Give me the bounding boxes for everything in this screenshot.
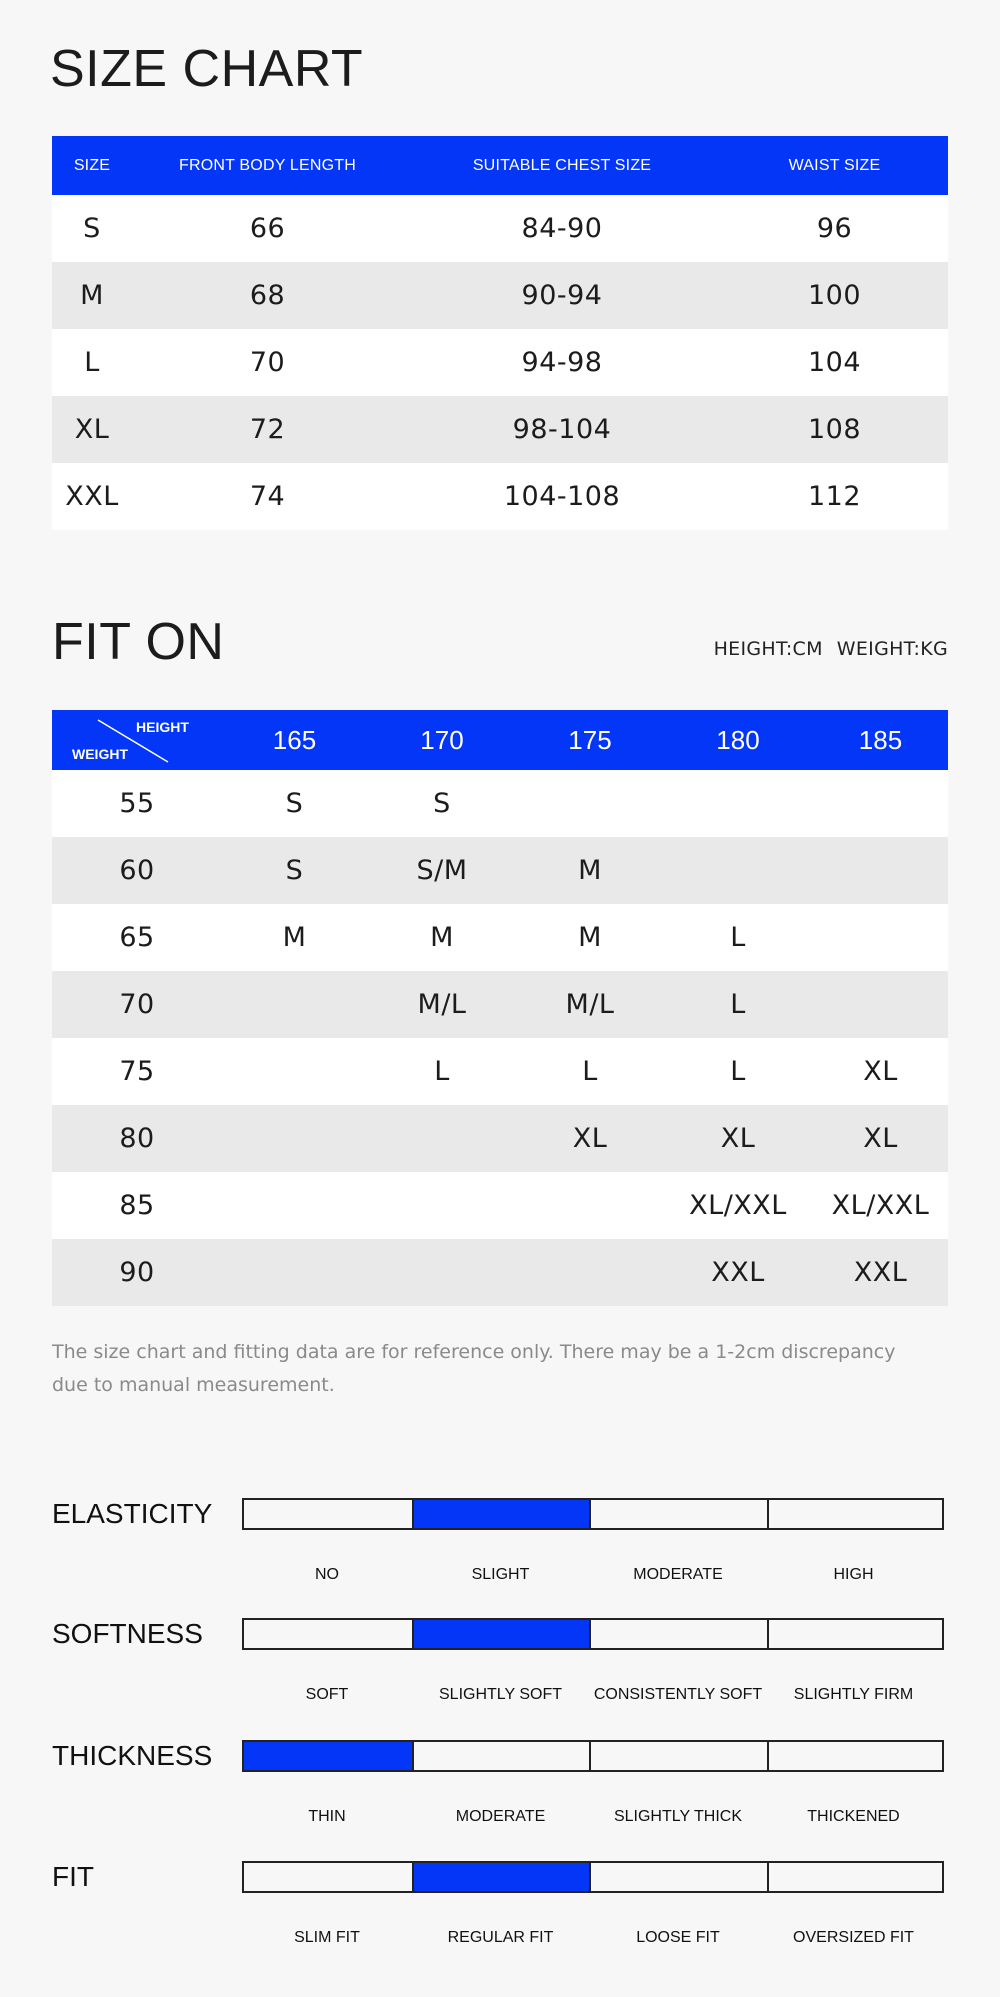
size-cell: M (367, 904, 517, 971)
scale-option-label: SLIGHTLY FIRM (793, 1686, 914, 1703)
cell-waist-size: 112 (721, 463, 948, 530)
scale-segment (769, 1500, 942, 1528)
size-cell: M/L (367, 971, 517, 1038)
scale-segment (769, 1620, 942, 1648)
size-cell: XL/XXL (813, 1172, 948, 1239)
scale-option-label: OVERSIZED FIT (793, 1929, 914, 1946)
header-suitable-chest-size: SUITABLE CHEST SIZE (403, 136, 721, 195)
table-row (52, 195, 948, 262)
height-header: 170 (367, 710, 517, 770)
scale-segment (591, 1742, 769, 1770)
size-cell: XL (517, 1105, 663, 1172)
size-cell: L (663, 971, 813, 1038)
size-chart-table (52, 136, 948, 530)
size-cell: XXL (813, 1239, 948, 1306)
scale-option-label: MODERATE (633, 1566, 723, 1583)
scale-segment-active (244, 1742, 414, 1770)
size-cell: L (367, 1038, 517, 1105)
size-cell: M (517, 837, 663, 904)
size-cell (517, 1172, 663, 1239)
size-cell (663, 770, 813, 837)
units-note (714, 638, 948, 660)
size-cell (663, 837, 813, 904)
size-cell: XXL (663, 1239, 813, 1306)
weight-unit: WEIGHT:KG (836, 638, 948, 660)
attribute-scale (242, 1498, 944, 1530)
cell-chest-size: 94-98 (403, 329, 721, 396)
size-cell: M (517, 904, 663, 971)
attribute-label: ELASTICITY (52, 1498, 213, 1529)
scale-labels (242, 1929, 944, 1947)
scale-option-label: NO (315, 1566, 339, 1583)
table-row (52, 770, 948, 837)
scale-segment-active (414, 1620, 591, 1648)
disclaimer-note: The size chart and fitting data are for reference only. There may be a 1-2cm discrepancy due to manual measurement. (52, 1341, 896, 1396)
cell-waist-size: 96 (721, 195, 948, 262)
cell-chest-size: 98-104 (403, 396, 721, 463)
attribute-softness (0, 1618, 1000, 1738)
table-row (52, 971, 948, 1038)
size-cell (813, 837, 948, 904)
scale-labels (242, 1686, 944, 1704)
attribute-thickness (0, 1740, 1000, 1860)
attribute-label: THICKNESS (52, 1740, 213, 1771)
height-header: 185 (813, 710, 948, 770)
cell-front-body-length: 68 (132, 262, 403, 329)
size-cell: M (222, 904, 367, 971)
weight-cell: 80 (52, 1105, 222, 1172)
cell-size: S (52, 195, 132, 262)
size-cell: S (367, 770, 517, 837)
scale-segment (591, 1500, 769, 1528)
size-cell: S/M (367, 837, 517, 904)
size-cell: L (663, 1038, 813, 1105)
size-cell (222, 1038, 367, 1105)
attribute-label: FIT (52, 1861, 94, 1892)
size-cell (222, 1172, 367, 1239)
scale-option-label: THICKENED (807, 1808, 900, 1825)
scale-segment-active (414, 1500, 591, 1528)
scale-option-label: SLIGHTLY THICK (613, 1808, 743, 1825)
cell-waist-size: 108 (721, 396, 948, 463)
attribute-scale (242, 1618, 944, 1650)
height-unit: HEIGHT:CM (713, 638, 823, 660)
size-cell: XL (663, 1105, 813, 1172)
cell-front-body-length: 70 (132, 329, 403, 396)
corner-header (52, 710, 222, 770)
scale-segment (591, 1863, 769, 1891)
scale-option-label: SOFT (305, 1686, 349, 1703)
scale-option-label: CONSISTENTLY SOFT (593, 1686, 763, 1703)
size-cell: L (517, 1038, 663, 1105)
weight-cell: 90 (52, 1239, 222, 1306)
attribute-scale (242, 1861, 944, 1893)
scale-segment (769, 1742, 942, 1770)
scale-segment (244, 1620, 414, 1648)
scale-labels (242, 1566, 944, 1584)
size-chart-title: SIZE CHART (50, 40, 364, 98)
size-cell: L (663, 904, 813, 971)
height-header: 175 (517, 710, 663, 770)
scale-labels (242, 1808, 944, 1826)
table-row (52, 329, 948, 396)
corner-height-label: HEIGHT (136, 719, 189, 735)
table-row (52, 1239, 948, 1306)
weight-cell: 60 (52, 837, 222, 904)
scale-segment (414, 1742, 591, 1770)
size-chart-header-row (52, 136, 948, 195)
height-header: 180 (663, 710, 813, 770)
table-row (52, 1105, 948, 1172)
size-cell (222, 1105, 367, 1172)
fit-on-table (52, 710, 948, 1306)
cell-front-body-length: 72 (132, 396, 403, 463)
scale-segment (769, 1863, 942, 1891)
table-row (52, 396, 948, 463)
attribute-fit (0, 1861, 1000, 1981)
cell-size: L (52, 329, 132, 396)
size-cell (813, 770, 948, 837)
cell-chest-size: 104-108 (403, 463, 721, 530)
size-cell: XL (813, 1105, 948, 1172)
size-cell (367, 1172, 517, 1239)
attribute-scale (242, 1740, 944, 1772)
corner-weight-label: WEIGHT (72, 746, 128, 762)
cell-size: XXL (52, 463, 132, 530)
size-cell (813, 971, 948, 1038)
scale-option-label: THIN (308, 1808, 346, 1825)
table-row (52, 1172, 948, 1239)
header-front-body-length: FRONT BODY LENGTH (132, 136, 403, 195)
fit-on-title: FIT ON (52, 613, 225, 671)
cell-waist-size: 104 (721, 329, 948, 396)
weight-cell: 55 (52, 770, 222, 837)
size-cell (517, 1239, 663, 1306)
height-header: 165 (222, 710, 367, 770)
weight-cell: 75 (52, 1038, 222, 1105)
scale-option-label: REGULAR FIT (447, 1929, 554, 1946)
table-row (52, 262, 948, 329)
cell-chest-size: 90-94 (403, 262, 721, 329)
size-cell (367, 1239, 517, 1306)
size-cell (367, 1105, 517, 1172)
weight-cell: 65 (52, 904, 222, 971)
size-cell: S (222, 837, 367, 904)
size-cell (517, 770, 663, 837)
weight-cell: 70 (52, 971, 222, 1038)
table-row (52, 1038, 948, 1105)
size-cell: XL/XXL (663, 1172, 813, 1239)
scale-option-label: SLIGHTLY SOFT (439, 1686, 562, 1703)
size-cell (813, 904, 948, 971)
attribute-label: SOFTNESS (52, 1618, 203, 1649)
scale-segment-active (414, 1863, 591, 1891)
table-row (52, 463, 948, 530)
scale-option-label: SLIM FIT (294, 1929, 360, 1946)
cell-front-body-length: 74 (132, 463, 403, 530)
scale-option-label: MODERATE (455, 1808, 546, 1825)
attribute-elasticity (0, 1498, 1000, 1618)
weight-cell: 85 (52, 1172, 222, 1239)
size-cell (222, 971, 367, 1038)
size-cell (222, 1239, 367, 1306)
size-cell: M/L (517, 971, 663, 1038)
cell-size: M (52, 262, 132, 329)
table-row (52, 904, 948, 971)
cell-size: XL (52, 396, 132, 463)
scale-segment (591, 1620, 769, 1648)
fit-on-header-row (52, 710, 948, 770)
scale-option-label: SLIGHT (471, 1566, 530, 1583)
scale-option-label: HIGH (833, 1566, 874, 1583)
scale-option-label: LOOSE FIT (636, 1929, 720, 1946)
header-size: SIZE (52, 136, 132, 195)
table-row (52, 837, 948, 904)
header-waist-size: WAIST SIZE (721, 136, 948, 195)
cell-chest-size: 84-90 (403, 195, 721, 262)
scale-segment (244, 1863, 414, 1891)
size-cell: S (222, 770, 367, 837)
cell-front-body-length: 66 (132, 195, 403, 262)
cell-waist-size: 100 (721, 262, 948, 329)
size-cell: XL (813, 1038, 948, 1105)
scale-segment (244, 1500, 414, 1528)
